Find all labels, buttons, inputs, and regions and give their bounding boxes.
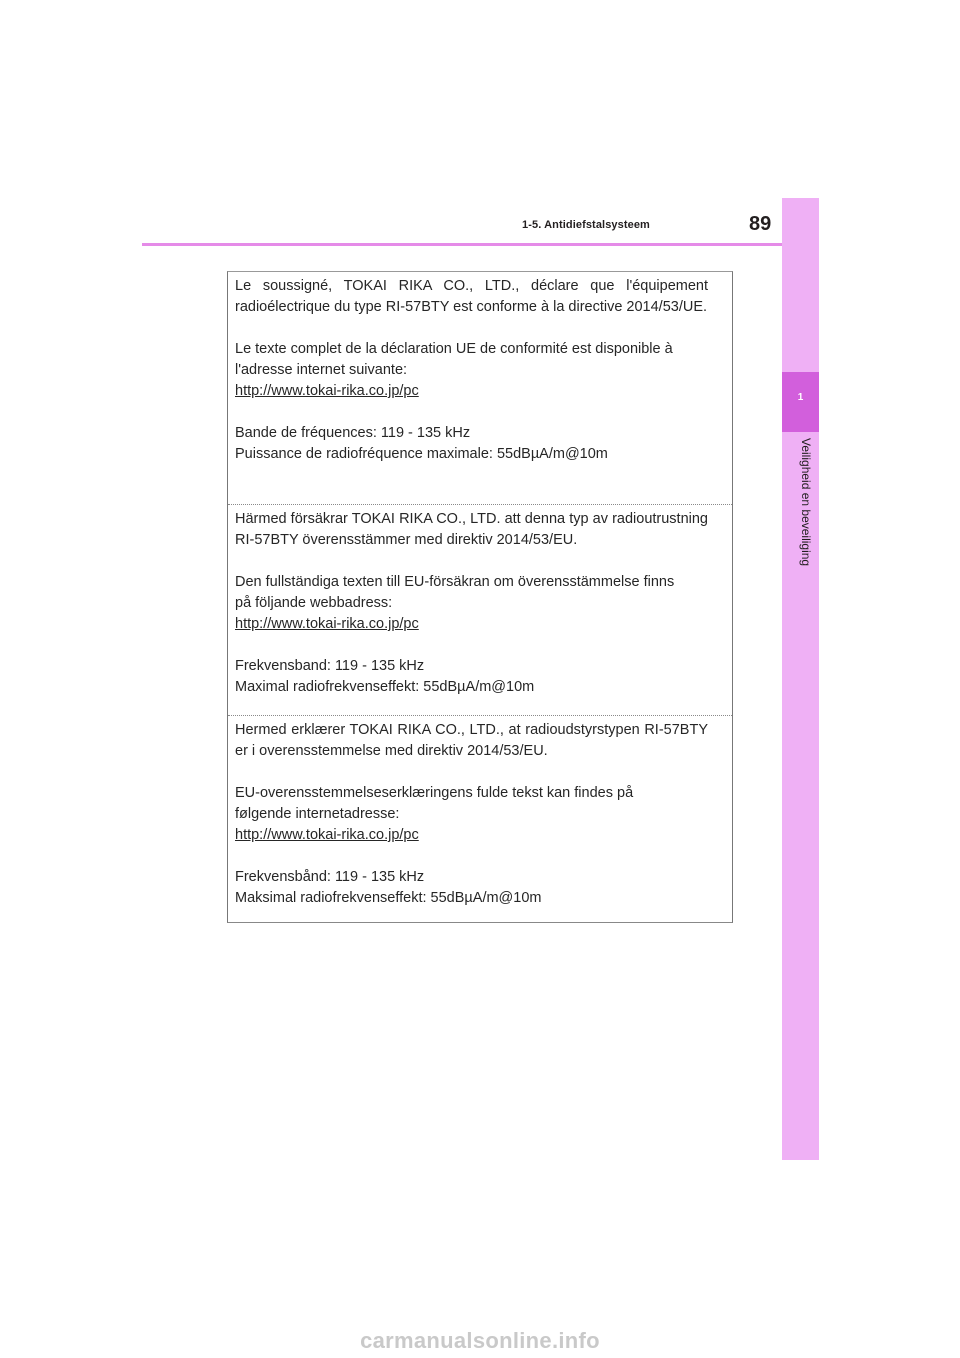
availability-line-1: EU-overensstemmelseserklæringens fulde tekst kan findes på	[235, 785, 634, 801]
frequency-band: Frekvensband: 119 - 135 kHz	[235, 658, 425, 674]
declaration-availability	[235, 339, 708, 402]
site-watermark: carmanualsonline.info	[360, 1328, 600, 1353]
max-rf-power: Maksimal radiofrekvenseffekt: 55dBµA/m@10m	[235, 890, 542, 906]
declaration-url-link[interactable]: http://www.tokai-rika.co.jp/pc	[235, 383, 419, 399]
declaration-url-link[interactable]: http://www.tokai-rika.co.jp/pc	[235, 827, 419, 843]
availability-line-1: Den fullständiga texten till EU-försäkran om överensstämmelse finns	[235, 574, 675, 590]
declaration-availability	[235, 572, 708, 635]
declaration-url-link[interactable]: http://www.tokai-rika.co.jp/pc	[235, 616, 419, 632]
availability-line-1: Le texte complet de la déclaration UE de conformité est disponible à	[235, 341, 673, 357]
availability-line-2: l'adresse internet suivante:	[235, 362, 408, 378]
declaration-specs	[235, 867, 708, 909]
frequency-band: Bande de fréquences: 119 - 135 kHz	[235, 425, 471, 441]
declaration-statement: Le soussigné, TOKAI RIKA CO., LTD., déclare que l'équipement radioélectrique du type RI-57BTY est conforme à la directive 2014/53/UE.	[235, 278, 708, 315]
chapter-side-tab	[782, 198, 819, 1160]
declaration-danish	[228, 715, 732, 924]
availability-line-2: følgende internetadresse:	[235, 806, 400, 822]
chapter-title: Veiligheid en beveiliging	[799, 438, 813, 567]
declaration-statement: Härmed försäkrar TOKAI RIKA CO., LTD. att denna typ av radioutrustning RI-57BTY överensstämmer med direktiv 2014/53/EU.	[235, 511, 708, 548]
max-rf-power: Puissance de radiofréquence maximale: 55dBµA/m@10m	[235, 446, 608, 462]
declaration-statement: Hermed erklærer TOKAI RIKA CO., LTD., at radioudstyrstypen RI-57BTY er i overensstemmelse med direktiv 2014/53/EU.	[235, 722, 708, 759]
section-title: 1-5. Antidiefstalsysteem	[522, 219, 650, 231]
declaration-of-conformity-box	[227, 271, 733, 923]
max-rf-power: Maximal radiofrekvenseffekt: 55dBµA/m@10m	[235, 679, 535, 695]
declaration-swedish	[228, 504, 732, 715]
availability-line-2: på följande webbadress:	[235, 595, 393, 611]
declaration-french	[228, 276, 732, 504]
declaration-specs	[235, 656, 708, 698]
declaration-specs	[235, 423, 708, 465]
declaration-availability	[235, 783, 708, 846]
header-divider	[142, 243, 782, 246]
chapter-number: 1	[797, 392, 804, 403]
frequency-band: Frekvensbånd: 119 - 135 kHz	[235, 869, 425, 885]
page-number: 89	[749, 213, 772, 235]
